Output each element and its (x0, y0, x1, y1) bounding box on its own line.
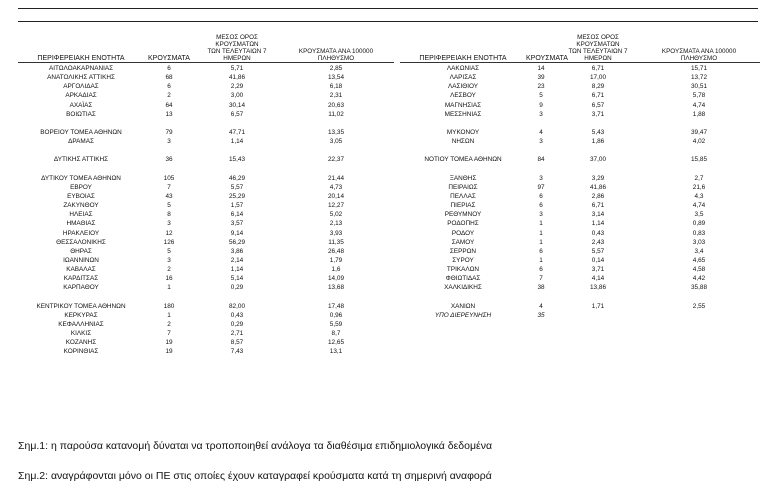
table-row (400, 311, 760, 320)
cell-avg: 4,14 (591, 275, 605, 283)
cell-region: ΔΥΤΙΚΗΣ ΑΤΤΙΚΗΣ (53, 156, 109, 164)
cell-per: 26,48 (328, 247, 344, 255)
cell-region: ΑΡΓΟΛΙΔΑΣ (63, 83, 99, 91)
table-row (18, 128, 394, 137)
cell-cases: 16 (165, 275, 173, 283)
cell-cases: 2 (167, 92, 171, 100)
cell-cases: 97 (537, 183, 545, 191)
cell-per: 35,88 (691, 284, 707, 292)
cell-region: ΗΜΑΘΙΑΣ (66, 220, 96, 228)
cell-avg: 2,43 (591, 238, 605, 246)
table-row (18, 229, 394, 238)
cell-region: ΚΑΒΑΛΑΣ (66, 266, 96, 274)
cell-cases: 7 (167, 183, 171, 191)
cell-avg: 2,71 (230, 330, 244, 338)
cell-region: ΚΟΡΙΝΘΙΑΣ (63, 348, 99, 356)
header-avg-line2: ΤΩΝ ΤΕΛΕΥΤΑΙΩΝ 7 ΗΜΕΡΩΝ (568, 48, 628, 62)
header-cases: ΚΡΟΥΣΜΑΤΑ (526, 55, 568, 62)
top-rule (18, 8, 758, 9)
cell-cases: 19 (165, 339, 173, 347)
cell-region: ΔΥΤΙΚΟΥ ΤΟΜΕΑ ΑΘΗΝΩΝ (41, 174, 121, 182)
cell-per: 2,7 (694, 174, 704, 182)
cell-per: 0,96 (329, 311, 343, 319)
cell-avg: 8,29 (591, 83, 605, 91)
table-row (18, 265, 394, 274)
cell-region: ΛΑΡΙΣΑΣ (449, 74, 477, 82)
cell-avg: 6,71 (591, 92, 605, 100)
cell-cases: 5 (167, 247, 171, 255)
cell-cases: 2 (167, 321, 171, 328)
right-table (400, 34, 760, 320)
cell-per: 39,47 (691, 129, 707, 137)
cell-region: ΠΙΕΡΙΑΣ (450, 202, 476, 210)
table-row (400, 119, 760, 128)
left-table-header (18, 34, 394, 63)
table-row (18, 247, 394, 256)
cell-avg: 3,29 (591, 174, 605, 182)
header-per-line1: ΚΡΟΥΣΜΑΤΑ ΑΝΑ 100000 (661, 48, 737, 55)
cell-region: ΑΙΤΩΛΟΑΚΑΡΝΑΝΙΑΣ (48, 65, 114, 73)
left-table-body (18, 64, 394, 357)
table-row (18, 165, 394, 174)
table-row (18, 192, 394, 201)
cell-avg: 13,86 (590, 284, 606, 292)
table-row (400, 82, 760, 91)
cell-cases: 180 (163, 302, 175, 310)
cell-per: 13,54 (328, 74, 344, 82)
cell-avg: 0,43 (230, 311, 244, 319)
note-1: Σημ.1: η παρούσα κατανομή δύναται να τροποποιηθεί ανάλογα τα διαθέσιμα επιδημιολογικά δεδομένα (18, 440, 493, 452)
cell-avg: 3,14 (591, 211, 605, 219)
cell-per: 11,02 (328, 110, 344, 118)
table-row (400, 219, 760, 228)
cell-cases: 3 (539, 110, 543, 118)
cell-cases: 2 (167, 266, 171, 274)
cell-cases: 6 (539, 247, 543, 255)
cell-avg: 8,57 (230, 339, 244, 347)
header-per (280, 48, 392, 62)
cell-avg: 0,43 (591, 229, 605, 237)
cell-cases: 6 (167, 83, 171, 91)
table-row (18, 64, 394, 73)
table-row (400, 238, 760, 247)
header-per-line2: ΠΛΗΘΥΣΜΟ (680, 55, 718, 62)
cell-cases: 126 (163, 238, 175, 246)
cell-avg: 3,86 (230, 247, 244, 255)
cell-avg: 3,57 (230, 220, 244, 228)
cell-avg: 0,14 (591, 257, 605, 265)
cell-region: ΣΥΡΟΥ (452, 257, 474, 265)
cell-avg: 9,14 (230, 229, 244, 237)
cell-per: 0,83 (692, 229, 706, 237)
cell-per: 4,3 (694, 193, 704, 201)
cell-region: ΕΒΡΟΥ (70, 183, 92, 191)
table-row (400, 73, 760, 82)
cell-region: ΕΥΒΟΙΑΣ (67, 193, 95, 201)
cell-per: 1,6 (331, 266, 341, 274)
cell-per: 15,71 (691, 65, 707, 73)
cell-per: 6,18 (329, 83, 343, 91)
cell-avg: 3,71 (591, 266, 605, 274)
cell-region: ΣΑΜΟΥ (451, 238, 475, 246)
cell-avg: 2,86 (591, 193, 605, 201)
table-row (18, 174, 394, 183)
cell-cases: 39 (537, 74, 545, 82)
cell-cases: 79 (165, 129, 173, 137)
top-rule-2 (18, 21, 758, 22)
cell-region: ΡΕΘΥΜΝΟΥ (444, 211, 482, 219)
cell-avg: 5,71 (230, 65, 244, 73)
cell-avg: 47,71 (229, 129, 245, 137)
cell-avg: 2,14 (230, 257, 244, 265)
cell-per: 8,7 (331, 330, 341, 338)
cell-per: 5,02 (329, 211, 343, 219)
table-row (18, 155, 394, 164)
cell-avg: 5,14 (230, 275, 244, 283)
cell-cases: 3 (167, 138, 171, 146)
table-row (18, 311, 394, 320)
cell-per: 17,48 (328, 302, 344, 310)
cell-avg: 6,71 (591, 65, 605, 73)
cell-per: 5,78 (692, 92, 706, 100)
cell-region: ΗΛΕΙΑΣ (69, 211, 93, 219)
cell-avg: 6,71 (591, 202, 605, 210)
cell-avg: 1,57 (230, 202, 244, 210)
cell-region: ΠΕΛΛΑΣ (450, 193, 476, 201)
cell-region: ΥΠΟ ΔΙΕΡΕΥΝΗΣΗ (434, 311, 492, 319)
cell-region: ΔΡΑΜΑΣ (68, 138, 94, 146)
cell-cases: 5 (539, 92, 543, 100)
cell-cases: 3 (539, 174, 543, 182)
cell-per: 4,74 (692, 202, 706, 210)
table-row (400, 146, 760, 155)
header-avg-line2: ΤΩΝ ΤΕΛΕΥΤΑΙΩΝ 7 ΗΜΕΡΩΝ (207, 48, 267, 62)
cell-avg: 1,14 (230, 266, 244, 274)
header-cases: ΚΡΟΥΣΜΑΤΑ (148, 55, 190, 62)
cell-region: ΚΑΡΔΙΤΣΑΣ (63, 275, 99, 283)
table-row (18, 219, 394, 228)
cell-per: 3,5 (694, 211, 704, 219)
table-row (18, 256, 394, 265)
table-row (400, 201, 760, 210)
cell-avg: 3,71 (591, 110, 605, 118)
table-row (18, 320, 394, 329)
cell-per: 4,02 (692, 138, 706, 146)
header-per-line2: ΠΛΗΘΥΣΜΟ (317, 55, 355, 62)
header-region: ΠΕΡΙΦΕΡΕΙΑΚΗ ΕΝΟΤΗΤΑ (419, 55, 507, 62)
cell-avg: 6,14 (230, 211, 244, 219)
cell-avg: 0,29 (230, 284, 244, 292)
cell-avg: 5,57 (230, 183, 244, 191)
cell-cases: 43 (165, 193, 173, 201)
cell-per: 30,51 (691, 83, 707, 91)
cell-cases: 1 (167, 311, 171, 319)
note-2: Σημ.2: αναγράφονται μόνο οι ΠΕ στις οποίες έχουν καταγραφεί κρούσματα κατά τη σημερινή αναφορά (18, 470, 492, 482)
table-row (18, 183, 394, 192)
header-per-line1: ΚΡΟΥΣΜΑΤΑ ΑΝΑ 100000 (298, 48, 374, 55)
cell-per: 13,35 (328, 129, 344, 137)
header-per (640, 48, 758, 62)
cell-cases: 36 (165, 156, 173, 164)
table-row (18, 101, 394, 110)
cell-region: ΚΑΡΠΑΘΟΥ (63, 284, 99, 292)
cell-avg: 41,86 (590, 183, 606, 191)
cell-avg: 2,29 (230, 83, 244, 91)
cell-region: ΝΟΤΙΟΥ ΤΟΜΕΑ ΑΘΗΝΩΝ (424, 156, 502, 164)
cell-avg: 82,00 (229, 302, 245, 310)
table-row (400, 265, 760, 274)
cell-per: 3,93 (329, 229, 343, 237)
table-row (400, 229, 760, 238)
cell-cases: 12 (165, 229, 173, 237)
cell-region: ΜΥΚΟΝΟΥ (446, 129, 480, 137)
cell-region: ΙΩΑΝΝΙΝΩΝ (63, 257, 99, 265)
cell-avg: 1,14 (591, 220, 605, 228)
cell-avg: 7,43 (230, 348, 244, 356)
cell-per: 2,55 (692, 302, 706, 310)
table-row (18, 338, 394, 347)
table-row (400, 183, 760, 192)
table-row (18, 274, 394, 283)
table-row (400, 247, 760, 256)
table-row (400, 137, 760, 146)
table-row (400, 192, 760, 201)
cell-avg: 41,86 (229, 74, 245, 82)
cell-avg: 0,29 (230, 321, 244, 328)
table-row (400, 165, 760, 174)
cell-region: ΛΑΣΙΘΙΟΥ (447, 83, 479, 91)
cell-cases: 8 (167, 211, 171, 219)
table-row (18, 329, 394, 338)
left-table (18, 34, 394, 357)
header-avg-line1: ΜΕΣΟΣ ΟΡΟΣ ΚΡΟΥΣΜΑΤΩΝ (215, 34, 259, 48)
header-avg (194, 34, 280, 62)
table-row (18, 82, 394, 91)
cell-avg: 1,86 (591, 138, 605, 146)
cell-region: ΘΕΣΣΑΛΟΝΙΚΗΣ (56, 238, 106, 246)
cell-avg: 5,43 (591, 129, 605, 137)
cell-cases: 6 (539, 193, 543, 201)
cell-avg: 37,00 (590, 156, 606, 164)
cell-per: 3,03 (692, 238, 706, 246)
table-row (400, 110, 760, 119)
cell-per: 15,85 (691, 156, 707, 164)
cell-cases: 7 (167, 330, 171, 338)
table-row (18, 201, 394, 210)
cell-avg: 46,29 (229, 174, 245, 182)
cell-per: 4,58 (692, 266, 706, 274)
table-row (18, 293, 394, 302)
right-table-header (400, 34, 760, 63)
cell-per: 4,73 (329, 183, 343, 191)
cell-per: 2,31 (329, 92, 343, 100)
cell-region: ΚΙΛΚΙΣ (70, 330, 92, 338)
cell-region: ΣΕΡΡΩΝ (449, 247, 477, 255)
cell-per: 12,27 (328, 202, 344, 210)
cell-region: ΑΡΚΑΔΙΑΣ (65, 92, 97, 100)
cell-cases: 13 (165, 110, 173, 118)
cell-cases: 68 (165, 74, 173, 82)
table-row (400, 155, 760, 164)
cell-cases: 6 (167, 65, 171, 73)
cell-per: 21,6 (692, 183, 706, 191)
cell-avg: 56,29 (229, 238, 245, 246)
cell-per: 13,1 (329, 348, 343, 356)
table-row (400, 274, 760, 283)
cell-cases: 1 (539, 238, 543, 246)
cell-per: 4,42 (692, 275, 706, 283)
cell-cases: 19 (165, 348, 173, 356)
cell-per: 21,44 (328, 174, 344, 182)
cell-region: ΑΝΑΤΟΛΙΚΗΣ ΑΤΤΙΚΗΣ (47, 74, 115, 82)
cell-cases: 7 (539, 275, 543, 283)
cell-per: 1,88 (692, 110, 706, 118)
cell-region: ΤΡΙΚΑΛΩΝ (446, 266, 480, 274)
table-row (400, 91, 760, 100)
table-row (400, 256, 760, 265)
cell-per: 20,63 (328, 101, 344, 109)
cell-avg: 1,71 (591, 302, 605, 310)
cell-per: 3,4 (694, 247, 704, 255)
cell-per: 12,65 (328, 339, 344, 347)
cell-per: 20,14 (328, 193, 344, 201)
cell-cases: 105 (163, 174, 175, 182)
cell-avg: 30,14 (229, 101, 245, 109)
cell-region: ΜΕΣΣΗΝΙΑΣ (444, 110, 482, 118)
cell-region: ΛΕΣΒΟΥ (450, 92, 476, 100)
table-row (400, 283, 760, 292)
cell-per: 14,09 (328, 275, 344, 283)
cell-per: 3,05 (329, 138, 343, 146)
cell-cases: 3 (167, 257, 171, 265)
cell-cases: 64 (165, 101, 173, 109)
cell-avg: 25,29 (229, 193, 245, 201)
cell-region: ΛΑΚΩΝΙΑΣ (446, 65, 480, 73)
table-row (18, 283, 394, 292)
cell-region: ΧΑΛΚΙΔΙΚΗΣ (444, 284, 482, 292)
cell-avg: 17,00 (590, 74, 606, 82)
cell-per: 1,79 (329, 257, 343, 265)
table-row (18, 91, 394, 100)
cell-cases: 3 (539, 138, 543, 146)
cell-cases: 3 (167, 220, 171, 228)
table-row (400, 64, 760, 73)
cell-per: 22,37 (328, 156, 344, 164)
table-row (18, 110, 394, 119)
cell-per: 4,74 (692, 101, 706, 109)
cell-avg: 3,00 (230, 92, 244, 100)
cell-avg: 6,57 (230, 110, 244, 118)
cell-region: ΠΕΙΡΑΙΩΣ (448, 183, 478, 191)
cell-avg: 6,57 (591, 101, 605, 109)
cell-cases: 3 (539, 211, 543, 219)
cell-region: ΚΟΖΑΝΗΣ (65, 339, 97, 347)
cell-cases: 5 (167, 202, 171, 210)
table-row (400, 293, 760, 302)
table-row (18, 302, 394, 311)
cell-region: ΦΘΙΩΤΙΔΑΣ (445, 275, 481, 283)
cell-cases: 9 (539, 101, 543, 109)
header-avg-line1: ΜΕΣΟΣ ΟΡΟΣ ΚΡΟΥΣΜΑΤΩΝ (576, 34, 620, 48)
cell-cases: 1 (167, 284, 171, 292)
cell-region: ΒΟΙΩΤΙΑΣ (66, 110, 96, 118)
header-region: ΠΕΡΙΦΕΡΕΙΑΚΗ ΕΝΟΤΗΤΑ (37, 55, 125, 62)
cell-per: 2,13 (329, 220, 343, 228)
cell-cases: 4 (539, 129, 543, 137)
cell-cases: 84 (537, 156, 545, 164)
table-row (400, 174, 760, 183)
table-row (18, 119, 394, 128)
cell-region: ΒΟΡΕΙΟΥ ΤΟΜΕΑ ΑΘΗΝΩΝ (40, 129, 122, 137)
cell-cases: 35 (537, 311, 545, 319)
table-row (18, 137, 394, 146)
cell-region: ΡΟΔΟΠΗΣ (447, 220, 479, 228)
table-row (18, 210, 394, 219)
cell-region: ΘΗΡΑΣ (70, 247, 92, 255)
cell-region: ΜΑΓΝΗΣΙΑΣ (444, 101, 482, 109)
cell-region: ΚΕΦΑΛΛΗΝΙΑΣ (58, 321, 104, 328)
table-row (400, 128, 760, 137)
cell-cases: 38 (537, 284, 545, 292)
cell-cases: 1 (539, 257, 543, 265)
cell-region: ΧΑΝΙΩΝ (450, 302, 476, 310)
right-table-body (400, 64, 760, 320)
cell-cases: 6 (539, 202, 543, 210)
cell-cases: 1 (539, 220, 543, 228)
cell-cases: 23 (537, 83, 545, 91)
cell-region: ΗΡΑΚΛΕΙΟΥ (62, 229, 100, 237)
cell-per: 0,89 (692, 220, 706, 228)
table-row (400, 210, 760, 219)
cell-cases: 4 (539, 302, 543, 310)
table-row (400, 302, 760, 311)
cell-cases: 1 (539, 229, 543, 237)
cell-region: ΞΑΝΘΗΣ (449, 174, 477, 182)
header-avg (556, 34, 640, 62)
cell-per: 5,59 (329, 321, 343, 328)
table-row (18, 146, 394, 155)
cell-per: 13,68 (328, 284, 344, 292)
cell-avg: 1,14 (230, 138, 244, 146)
cell-cases: 14 (537, 65, 545, 73)
cell-region: ΝΗΣΩΝ (451, 138, 475, 146)
cell-region: ΡΟΔΟΥ (451, 229, 475, 237)
cell-per: 4,65 (692, 257, 706, 265)
table-row (18, 238, 394, 247)
cell-per: 2,85 (329, 65, 343, 73)
cell-per: 13,72 (691, 74, 707, 82)
cell-region: ΚΕΡΚΥΡΑΣ (64, 311, 98, 319)
cell-per: 11,35 (328, 238, 344, 246)
table-row (400, 101, 760, 110)
table-row (18, 347, 394, 356)
cell-region: ΑΧΑΪΑΣ (69, 101, 93, 109)
cell-cases: 6 (539, 266, 543, 274)
cell-avg: 15,43 (229, 156, 245, 164)
cell-avg: 5,57 (591, 247, 605, 255)
cell-region: ΚΕΝΤΡΙΚΟΥ ΤΟΜΕΑ ΑΘΗΝΩΝ (36, 302, 126, 310)
cell-region: ΖΑΚΥΝΘΟΥ (63, 202, 99, 210)
table-row (18, 73, 394, 82)
